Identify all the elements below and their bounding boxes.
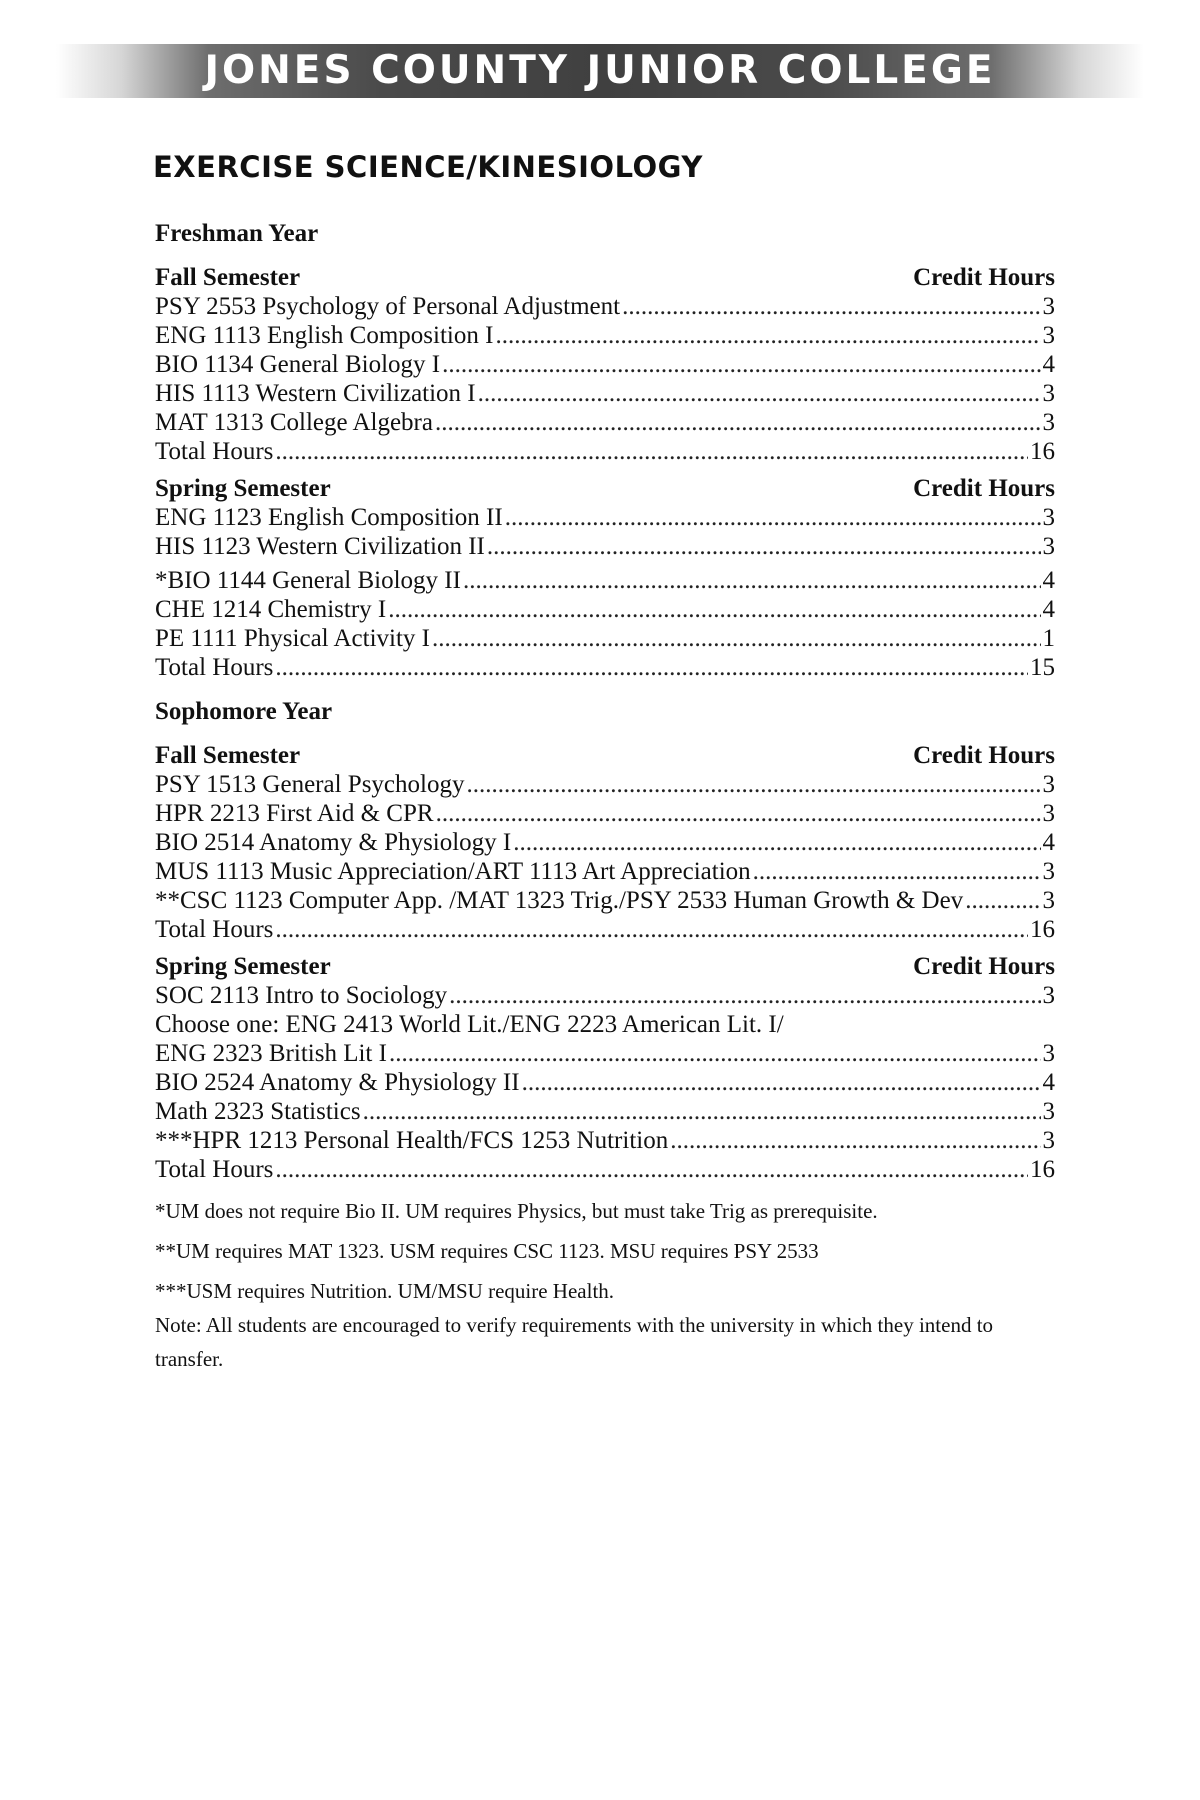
course-hours: 3	[1042, 322, 1055, 349]
course-hours: 3	[1042, 800, 1055, 827]
course-row	[155, 1039, 1055, 1068]
freshman-year-heading: Freshman Year	[155, 220, 319, 247]
transfer-note: Note: All students are encouraged to verify requirements with the university in which they intend to transfer.	[155, 1313, 994, 1371]
course-name: ENG 1113 English Composition I	[155, 322, 494, 349]
course-hours: 3	[1042, 380, 1055, 407]
course-name: BIO 2514 Anatomy & Physiology I	[155, 829, 512, 856]
course-name: ***HPR 1213 Personal Health/FCS 1253 Nutrition	[155, 1127, 669, 1154]
dot-leader	[432, 624, 1041, 653]
course-name: BIO 1134 General Biology I	[155, 351, 441, 378]
course-name: PSY 2553 Psychology of Personal Adjustment	[155, 293, 621, 320]
course-hours: 3	[1042, 771, 1055, 798]
credit-hours-label: Credit Hours	[913, 742, 1055, 769]
course-hours: 3	[1042, 1127, 1055, 1154]
total-row	[155, 915, 1055, 944]
dot-leader	[275, 1155, 1028, 1184]
course-hours: 3	[1042, 1040, 1055, 1067]
course-name: HIS 1123 Western Civilization II	[155, 533, 485, 560]
course-hours: 3	[1042, 293, 1055, 320]
credit-hours-label: Credit Hours	[913, 953, 1055, 980]
dot-leader	[505, 503, 1041, 532]
semester-header	[155, 470, 1055, 503]
course-row	[155, 532, 1055, 561]
college-banner	[56, 44, 1144, 98]
course-name: MAT 1313 College Algebra	[155, 409, 433, 436]
dot-leader	[388, 595, 1040, 624]
course-row	[155, 292, 1055, 321]
dot-leader	[670, 1126, 1040, 1155]
total-hours: 16	[1030, 1156, 1055, 1183]
course-hours: 3	[1042, 409, 1055, 436]
course-hours: 4	[1042, 567, 1055, 594]
course-hours: 3	[1042, 504, 1055, 531]
course-hours: 4	[1042, 351, 1055, 378]
dot-leader	[487, 532, 1041, 561]
course-row	[155, 321, 1055, 350]
credit-hours-label: Credit Hours	[913, 475, 1055, 502]
course-name: Math 2323 Statistics	[155, 1098, 361, 1125]
dot-leader	[389, 1039, 1041, 1068]
course-hours: 4	[1042, 829, 1055, 856]
sophomore-year-heading: Sophomore Year	[155, 698, 333, 725]
dot-leader	[363, 1097, 1041, 1126]
course-name: BIO 2524 Anatomy & Physiology II	[155, 1069, 520, 1096]
course-row	[155, 566, 1055, 595]
course-name: ENG 2323 British Lit I	[155, 1040, 387, 1067]
semester-label: Spring Semester	[155, 953, 331, 980]
course-name: ENG 1123 English Composition II	[155, 504, 503, 531]
dot-leader	[522, 1068, 1041, 1097]
course-name: SOC 2113 Intro to Sociology	[155, 982, 448, 1009]
college-name: JONES COUNTY JUNIOR COLLEGE	[204, 48, 996, 93]
sophomore-fall-semester	[155, 737, 1055, 944]
course-row	[155, 770, 1055, 799]
course-row	[155, 1097, 1055, 1126]
course-name: HPR 2213 First Aid & CPR	[155, 800, 434, 827]
course-row	[155, 379, 1055, 408]
total-row	[155, 653, 1055, 682]
freshman-spring-semester	[155, 470, 1055, 682]
semester-header	[155, 948, 1055, 981]
course-name: PSY 1513 General Psychology	[155, 771, 465, 798]
elective-choice-line: Choose one: ENG 2413 World Lit./ENG 2223 American Lit. I/	[155, 1011, 784, 1038]
course-hours: 3	[1042, 533, 1055, 560]
course-row	[155, 595, 1055, 624]
course-name: *BIO 1144 General Biology II	[155, 567, 461, 594]
total-hours: 16	[1030, 916, 1055, 943]
semester-label: Fall Semester	[155, 742, 301, 769]
dot-leader	[753, 857, 1041, 886]
footnote-bio: *UM does not require Bio II. UM requires Physics, but must take Trig as prerequisite.	[155, 1199, 878, 1223]
dot-leader	[449, 981, 1040, 1010]
course-row	[155, 624, 1055, 653]
dot-leader	[466, 770, 1040, 799]
dot-leader	[463, 566, 1041, 595]
dot-leader	[275, 653, 1028, 682]
total-label: Total Hours	[155, 916, 274, 943]
course-row	[155, 350, 1055, 379]
total-row	[155, 1155, 1055, 1184]
course-hours: 3	[1042, 1098, 1055, 1125]
dot-leader	[442, 350, 1040, 379]
course-name: CHE 1214 Chemistry I	[155, 596, 387, 623]
dot-leader	[436, 799, 1041, 828]
freshman-fall-semester	[155, 259, 1055, 466]
total-label: Total Hours	[155, 654, 274, 681]
credit-hours-label: Credit Hours	[913, 264, 1055, 291]
course-hours: 1	[1042, 625, 1055, 652]
total-label: Total Hours	[155, 438, 274, 465]
course-row	[155, 1126, 1055, 1155]
course-hours: 4	[1042, 1069, 1055, 1096]
course-hours: 3	[1042, 887, 1055, 914]
course-row	[155, 857, 1055, 886]
footnotes	[155, 1194, 1055, 1376]
course-row	[155, 886, 1055, 915]
sophomore-spring-semester	[155, 948, 1055, 1184]
dot-leader	[478, 379, 1041, 408]
course-row	[155, 981, 1055, 1010]
semester-label: Fall Semester	[155, 264, 301, 291]
dot-leader	[275, 915, 1028, 944]
course-row	[155, 408, 1055, 437]
dot-leader	[495, 321, 1040, 350]
course-name: MUS 1113 Music Appreciation/ART 1113 Art Appreciation	[155, 858, 751, 885]
course-row	[155, 503, 1055, 532]
semester-header	[155, 259, 1055, 292]
course-hours: 3	[1042, 982, 1055, 1009]
program-title: EXERCISE SCIENCE/KINESIOLOGY	[153, 150, 703, 184]
course-hours: 3	[1042, 858, 1055, 885]
course-name: **CSC 1123 Computer App. /MAT 1323 Trig./PSY 2533 Human Growth & Dev	[155, 887, 964, 914]
dot-leader	[275, 437, 1028, 466]
course-hours: 4	[1042, 596, 1055, 623]
course-row	[155, 799, 1055, 828]
dot-leader	[435, 408, 1041, 437]
total-hours: 16	[1030, 438, 1055, 465]
footnote-math: **UM requires MAT 1323. USM requires CSC 1123. MSU requires PSY 2533	[155, 1239, 819, 1263]
semester-header	[155, 737, 1055, 770]
course-name: HIS 1113 Western Civilization I	[155, 380, 476, 407]
dot-leader	[965, 886, 1040, 915]
total-label: Total Hours	[155, 1156, 274, 1183]
dot-leader	[513, 828, 1040, 857]
dot-leader	[622, 292, 1040, 321]
footnote-health: ***USM requires Nutrition. UM/MSU require Health.	[155, 1279, 615, 1303]
course-name: PE 1111 Physical Activity I	[155, 625, 430, 652]
total-hours: 15	[1030, 654, 1055, 681]
degree-plan	[155, 218, 1055, 1382]
total-row	[155, 437, 1055, 466]
course-row	[155, 1068, 1055, 1097]
course-row	[155, 828, 1055, 857]
semester-label: Spring Semester	[155, 475, 331, 502]
